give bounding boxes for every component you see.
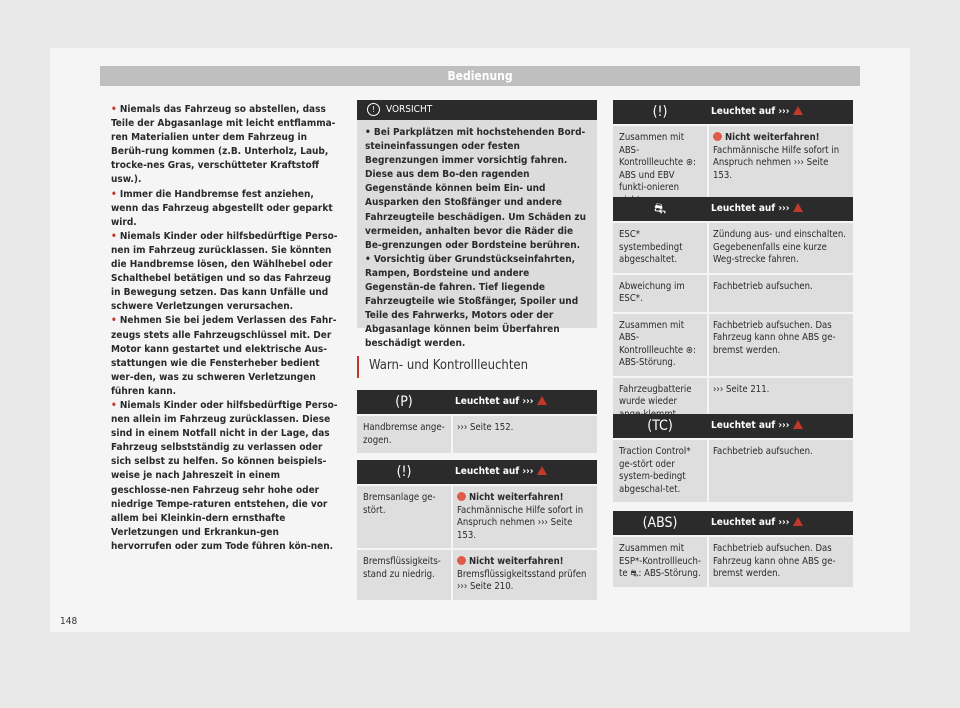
caution-item: • Vorsichtig über Grundstückseinfahrten, Rampen, Bordsteine und andere Gegenstän-de fahren. Tief liegende Fahrzeugteile wie Stoßfänger, Spoiler und Teile des Fahrwerks, Motors oder der Abgasanlage können beim Überfahren beschädigt werden. — [365, 253, 579, 350]
warning-item: • Niemals das Fahrzeug so abstellen, dass Teile der Abgasanlage mit leicht entflamma-ren Materialien unter dem Fahrzeug in Berüh-rung kommen (z.B. Unterholz, Laub, trocke-nes Gras, verschütteter Kraftstoff usw.). — [111, 104, 336, 186]
warning-item: • Niemals Kinder oder hilfsbedürftige Perso-nen im Fahrzeug zurücklassen. Sie könnten die Handbremse lösen, den Wählhebel oder Schalthebel betätigen und so das Fahrzeug in Bewegung setzen. Das kann Unfälle und schwere Verletzungen verursachen. — [111, 230, 338, 313]
parking-brake-icon: (P) — [395, 393, 413, 410]
table-row: ESC* systembedingt abgeschaltet. Zündung aus- und einschalten. Gegebenenfalls eine kurze Weg-strecke fahren. — [613, 223, 853, 273]
table-row: Bremsflüssigkeits-stand zu niedrig. Nicht weiterfahren! Bremsflüssigkeitsstand prüfen ››› Seite 210. — [357, 550, 597, 600]
table-traction-control: (TC) Leuchtet auf ››› Traction Control* ge-stört oder system-bedingt abgeschal-tet. Fachbetrieb aufsuchen. — [613, 414, 853, 502]
stop-icon — [457, 492, 466, 501]
caution-icon: ! — [367, 103, 380, 116]
table-brake-system: (!) Leuchtet auf ››› Bremsanlage ge-stört. Nicht weiterfahren! Fachmännische Hilfe sofort in Anspruch nehmen ››› Seite 153. Bremsflüssigkeits-stand zu niedrig. Nicht weiterfahren! Bremsflüssigkeitsstand prüfen ››› Seite 210. — [357, 460, 597, 600]
page-header: Bedienung — [100, 66, 860, 86]
table-parking-brake: (P) Leuchtet auf ››› Handbremse ange-zogen. ››› Seite 152. — [357, 390, 597, 453]
warning-triangle-icon — [537, 396, 547, 405]
caution-header: ! VORSICHT — [357, 100, 597, 120]
warning-item: • Niemals Kinder oder hilfsbedürftige Perso-nen allein im Fahrzeug zurücklassen. Diese sind in einem Notfall nicht in der Lage, das Fahrzeug selbstständig zu verlassen oder sich selbst zu helfen. So können beispiels-weise je nach Jahreszeit in einem geschlosse-nen Fahrzeug sehr hohe oder niedrige Tempe-raturen entstehen, die vor allem bei Kleinkin-dern ernsthafte Verletzungen und Erkrankun-gen hervorrufen oder zum Tode führen kön-nen. — [111, 399, 338, 552]
table-row: Handbremse ange-zogen. ››› Seite 152. — [357, 416, 597, 453]
warning-triangle-icon — [793, 517, 803, 526]
caution-item: • Bei Parkplätzen mit hochstehenden Bord-steineinfassungen oder festen Begrenzungen immer vorsichtig fahren. Diese aus dem Bo-den ragenden Gegenstände können beim Ein- und Ausparken den Stoßfänger und andere Fahrzeugteile beschädigen. Um Schäden zu vermeiden, anhalten bevor die Räder die Be-grenzungen oder Bordsteine berühren. — [365, 127, 587, 251]
table-row: Bremsanlage ge-stört. Nicht weiterfahren! Fachmännische Hilfe sofort in Anspruch nehmen ››› Seite 153. — [357, 486, 597, 548]
warning-triangle-icon — [537, 466, 547, 475]
warning-triangle-icon — [793, 203, 803, 212]
traction-control-icon: (TC) — [647, 417, 673, 434]
table-row: Zusammen mit ESP*-Kontrollleuch-te ⛐: ABS-Störung. Fachbetrieb aufsuchen. Das Fahrzeug kann ohne ABS ge-bremst werden. — [613, 537, 853, 587]
stop-icon — [713, 132, 722, 141]
warning-triangle-icon — [793, 420, 803, 429]
table-row: Traction Control* ge-stört oder system-bedingt abgeschal-tet. Fachbetrieb aufsuchen. — [613, 440, 853, 502]
page-number: 148 — [60, 616, 78, 627]
brake-warning-icon: (!) — [652, 103, 668, 120]
table-row: Abweichung im ESC*. Fachbetrieb aufsuchen. — [613, 275, 853, 312]
stop-icon — [457, 556, 466, 565]
table-esc: ⛐ Leuchtet auf ››› ESC* systembedingt abgeschaltet. Zündung aus- und einschalten. Gegebenenfalls eine kurze Weg-strecke fahren. Abweichung im ESC*. Fachbetrieb aufsuchen. Zusammen mit ABS-Kontrollleuchte ⊛: ABS-Störung. Fachbetrieb aufsuchen. Das Fahrzeug kann ohne ABS ge-bremst werden. Fahrzeugbatterie wurde wieder ››› Seite 211. — [613, 197, 853, 427]
warning-list — [111, 103, 339, 554]
abs-icon: (ABS) — [642, 514, 678, 531]
table-abs-ebv: (!) Leuchtet auf ››› Zusammen mit ABS-Kontrollleuchte ⊛: ABS und EBV funkti-onieren Nicht weiterfahren! Fachmännische Hilfe sofort in Anspruch nehmen ››› Seite 153. — [613, 100, 853, 213]
warning-item: • Immer die Handbremse fest anziehen, wenn das Fahrzeug abgestellt oder geparkt wird. — [111, 188, 333, 228]
caution-box — [357, 100, 597, 350]
section-title: Warn- und Kontrollleuchten — [369, 358, 529, 373]
table-row: Zusammen mit ABS-Kontrollleuchte ⊛: ABS und EBV funkti-onieren Nicht weiterfahren! Fachmännische Hilfe sofort in Anspruch nehmen ››› Seite 153. — [613, 126, 853, 213]
brake-warning-icon: (!) — [396, 463, 412, 480]
warning-triangle-icon — [793, 106, 803, 115]
esc-icon: ⛐ — [653, 200, 667, 217]
table-row: Fahrzeugbatterie wurde wieder ››› Seite 211. — [613, 378, 853, 428]
table-row: Zusammen mit ABS-Kontrollleuchte ⊛: ABS-Störung. Fachbetrieb aufsuchen. Das Fahrzeug kann ohne ABS ge-bremst werden. — [613, 314, 853, 376]
table-abs: (ABS) Leuchtet auf ››› Zusammen mit ESP*-Kontrollleuch-te ⛐: ABS-Störung. Fachbetrieb aufsuchen. Das Fahrzeug kann ohne ABS ge-bremst werden. — [613, 511, 853, 587]
warning-item: • Nehmen Sie bei jedem Verlassen des Fahr-zeugs stets alle Fahrzeugschlüssel mit. Der Motor kann gestartet und elektrische Aus-stattungen wie die Fensterheber bedient wer-den, was zu schweren Verletzungen führen kann. — [111, 315, 337, 397]
